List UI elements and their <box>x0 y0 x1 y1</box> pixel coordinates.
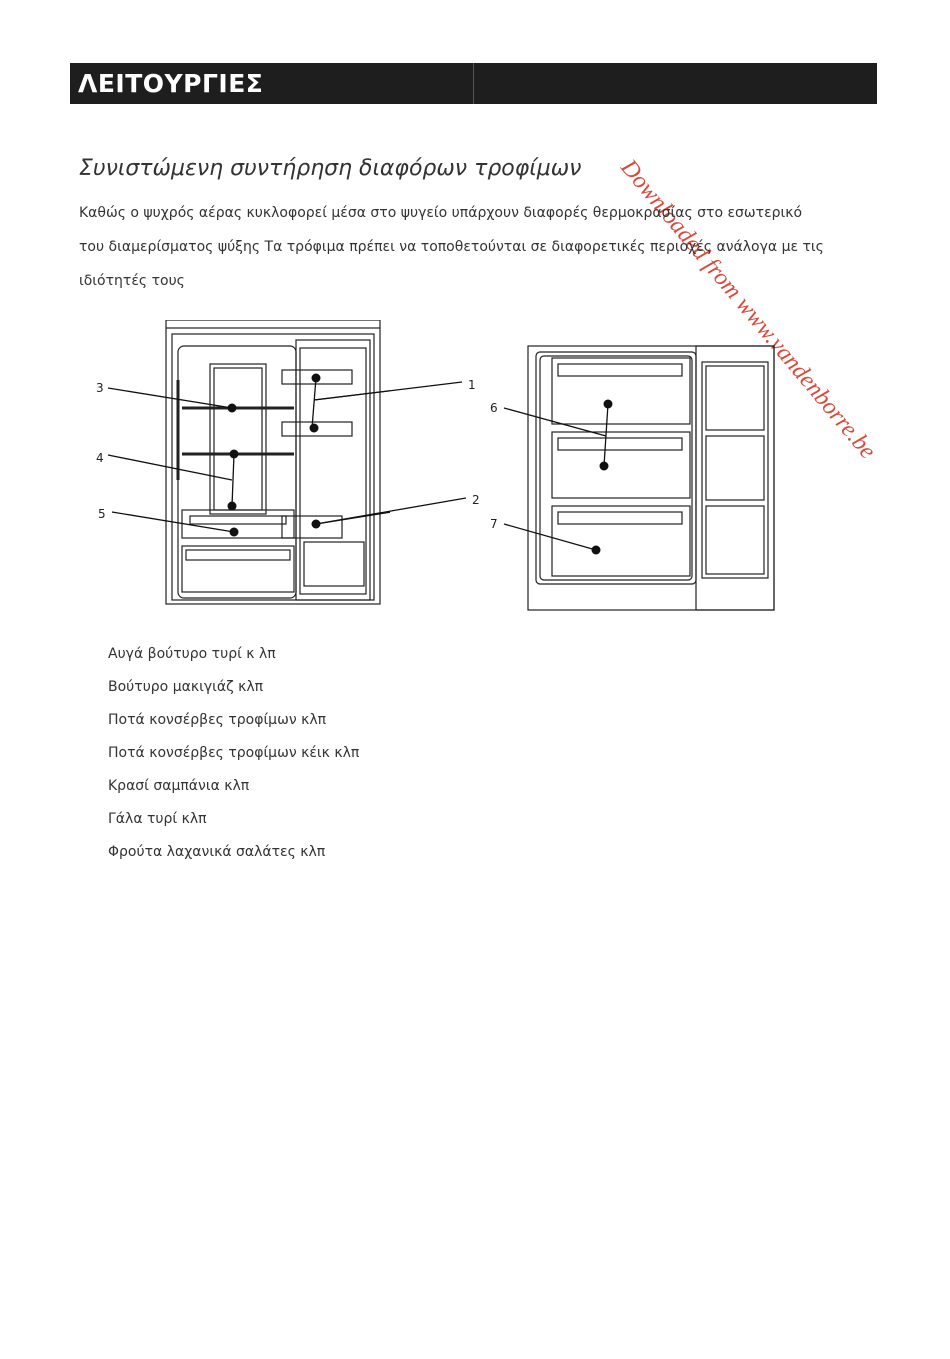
callout-5: 5 <box>98 507 106 521</box>
download-watermark: Downloaded from www.vandenborre.be <box>615 154 881 464</box>
list-item: Φρούτα λαχανικά σαλάτες κλπ <box>108 844 326 860</box>
callout-1: 1 <box>468 378 476 392</box>
intro-paragraph <box>79 196 879 298</box>
callout-6: 6 <box>490 401 498 415</box>
paragraph-line: Καθώς ο ψυχρός αέρας κυκλοφορεί μέσα στο ψυγείο υπάρχουν διαφορές θερμοκρασίας στο εσωτερικό <box>79 205 803 221</box>
callout-7: 7 <box>490 517 498 531</box>
page-title: ΛΕΙΤΟΥΡΓΙΕΣ <box>78 69 264 98</box>
list-item: Γάλα τυρί κλπ <box>108 811 207 827</box>
callout-3: 3 <box>96 381 104 395</box>
section-header-bar <box>70 63 877 104</box>
header-divider <box>473 63 474 104</box>
callout-2: 2 <box>472 493 480 507</box>
list-item: Κρασί σαμπάνια κλπ <box>108 778 250 794</box>
freezer-diagram <box>484 340 814 620</box>
paragraph-line: ιδιότητές τους <box>79 273 185 289</box>
section-title: Συνιστώμενη συντήρηση διαφόρων τροφίμων <box>79 156 582 181</box>
list-item: Βούτυρο μακιγιάζ κλπ <box>108 679 264 695</box>
list-item: Ποτά κονσέρβες τροφίμων κέικ κλπ <box>108 745 360 761</box>
callout-4: 4 <box>96 451 104 465</box>
list-item: Ποτά κονσέρβες τροφίμων κλπ <box>108 712 327 728</box>
fridge-diagram-callouts <box>300 370 490 530</box>
list-item: Αυγά βούτυρο τυρί κ λπ <box>108 646 276 662</box>
paragraph-line: του διαμερίσματος ψύξης Τα τρόφιμα πρέπει να τοποθετούνται σε διαφορετικές περιοχές ανάλογα με τις <box>79 239 824 255</box>
food-storage-list <box>108 638 359 869</box>
